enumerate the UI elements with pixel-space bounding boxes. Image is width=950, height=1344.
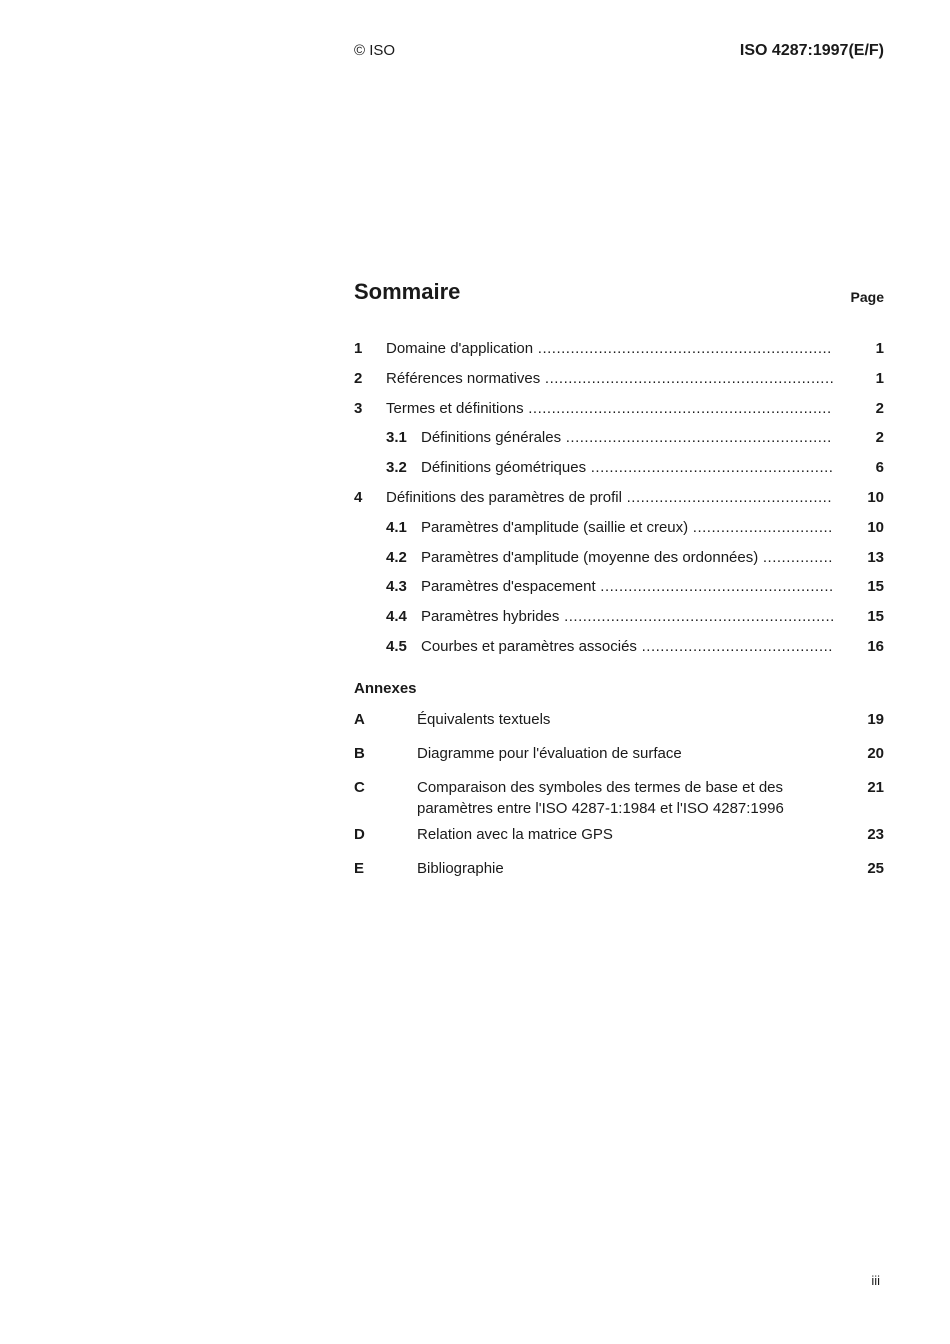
toc-entry-number: 1 [354,340,363,357]
toc-entry-page: 6 [875,459,884,477]
toc-entry-title: Définitions générales [421,429,562,447]
header-copyright: © ISO [354,42,396,59]
annex-page: 21 [867,779,884,796]
toc-entry-number: 4.4 [386,608,407,626]
annex-page: 25 [867,860,884,877]
leader-dots [637,638,833,655]
annex-page: 20 [867,745,884,762]
page-column-label: Page [850,289,884,305]
annex-letter: E [354,860,365,877]
toc-entry-title: Paramètres d'amplitude (moyenne des ordonnées) [421,548,759,566]
toc-entry-number: 4.2 [386,548,407,566]
leader-dots [688,519,833,536]
toc-entry-page: 15 [867,608,884,626]
page-number: iii [871,1273,880,1288]
toc-entry-title: Domaine d'application [386,340,534,357]
annex-entry[interactable] [354,822,884,847]
annex-letter: A [354,711,365,728]
toc-entry-page: 1 [875,340,884,357]
header-standard-number: ISO 4287:1997(E/F) [739,42,884,59]
toc-entry-page: 16 [867,637,884,655]
annexes-heading: Annexes [354,680,417,697]
annex-letter: D [354,826,365,843]
toc-entry-title: Courbes et paramètres associés [421,637,637,655]
toc-entry[interactable] [354,456,884,486]
toc-entry[interactable] [354,426,884,456]
table-of-contents [354,337,884,665]
toc-entry[interactable] [354,486,884,516]
annex-entry[interactable] [354,775,884,821]
toc-entry-number: 3.2 [386,459,407,477]
toc-entry-page: 1 [875,369,884,387]
toc-entry-title: Définitions des paramètres de profil [386,488,622,506]
leader-dots [596,578,833,595]
toc-entry[interactable] [354,575,884,605]
toc-entry-title: Définitions géométriques [421,459,587,477]
toc-entry-page: 2 [875,399,884,417]
toc-entry-page: 10 [867,518,884,536]
toc-entry-title: Références normatives [386,369,541,387]
leader-dots [758,549,833,566]
toc-entry-number: 2 [354,369,363,387]
toc-entry[interactable] [354,397,884,427]
toc-entry[interactable] [354,605,884,635]
annex-title: Diagramme pour l'évaluation de surface [417,745,682,762]
leader-dots [524,400,833,417]
annex-title: Relation avec la matrice GPS [417,826,613,843]
toc-entry[interactable] [354,337,884,367]
toc-entry[interactable] [354,516,884,546]
toc-entry-title: Termes et définitions [386,399,524,417]
toc-entry-number: 3 [354,399,363,417]
toc-entry-title: Paramètres hybrides [421,608,560,626]
annex-title: Comparaison des symboles des termes de base et des paramètres entre l'ISO 4287-1:1984 et l'ISO 4287:1996 [417,779,784,817]
toc-entry-page: 15 [867,578,884,596]
annex-letter: C [354,779,365,796]
toc-entry[interactable] [354,635,884,665]
toc-entry-page: 13 [867,548,884,566]
annex-title: Équivalents textuels [417,711,551,728]
toc-entry[interactable] [354,546,884,576]
toc-entry-title: Paramètres d'espacement [421,578,596,596]
toc-entry-number: 4.1 [386,518,407,536]
annex-title: Bibliographie [417,860,504,877]
toc-entry-number: 4.3 [386,578,407,596]
annex-entry[interactable] [354,741,884,766]
leader-dots [559,608,833,625]
annex-page: 23 [867,826,884,843]
toc-entry-title: Paramètres d'amplitude (saillie et creux) [421,518,689,536]
toc-entry-page: 10 [867,488,884,506]
toc-entry-page: 2 [875,429,884,447]
annex-letter: B [354,745,365,762]
leader-dots [540,370,833,387]
toc-entry-number: 4.5 [386,637,407,655]
annex-page: 19 [867,711,884,728]
toc-entry[interactable] [354,367,884,397]
leader-dots [586,459,833,476]
annex-entry[interactable] [354,856,884,881]
annex-entry[interactable] [354,707,884,732]
leader-dots [533,340,833,357]
toc-entry-number: 4 [354,488,363,506]
leader-dots [561,429,833,446]
toc-entry-number: 3.1 [386,429,407,447]
annexes-list [354,707,884,890]
leader-dots [622,489,833,506]
page-title: Sommaire [354,279,461,304]
